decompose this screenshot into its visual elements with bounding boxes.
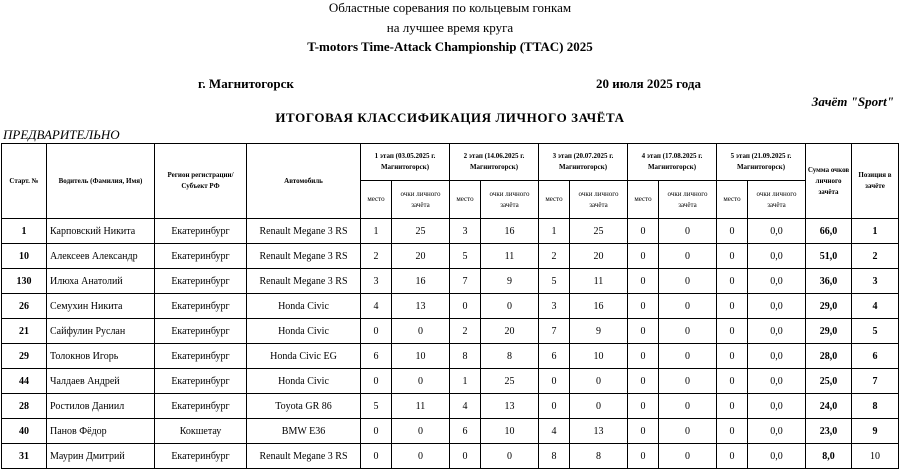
stage-3-place-cell: 0 xyxy=(539,369,570,394)
stage-3-place-cell: 1 xyxy=(539,219,570,244)
stage-4-points-cell: 0 xyxy=(659,444,717,469)
stage-4-place-cell: 0 xyxy=(628,369,659,394)
stage-3-points-cell: 0 xyxy=(570,369,628,394)
stage-5-points-cell: 0,0 xyxy=(748,319,806,344)
col-stage-3-points: очки личного зачёта xyxy=(570,181,628,219)
stage-1-points-cell: 11 xyxy=(392,394,450,419)
stage-4-place-cell: 0 xyxy=(628,419,659,444)
table-row xyxy=(2,294,899,319)
driver-name-cell: Алексеев Александр xyxy=(47,244,155,269)
table-row xyxy=(2,219,899,244)
stage-3-points-cell: 0 xyxy=(570,394,628,419)
stage-4-place-cell: 0 xyxy=(628,444,659,469)
stage-2-points-cell: 25 xyxy=(481,369,539,394)
stage-1-points-cell: 0 xyxy=(392,419,450,444)
sum-cell: 51,0 xyxy=(806,244,852,269)
stage-5-points-cell: 0,0 xyxy=(748,244,806,269)
sum-cell: 66,0 xyxy=(806,219,852,244)
stage-5-place-cell: 0 xyxy=(717,419,748,444)
driver-name-cell: Толокнов Игорь xyxy=(47,344,155,369)
stage-2-place-cell: 8 xyxy=(450,344,481,369)
sum-cell: 25,0 xyxy=(806,369,852,394)
region-cell: Кокшетау xyxy=(155,419,247,444)
sum-cell: 29,0 xyxy=(806,319,852,344)
stage-2-place-cell: 7 xyxy=(450,269,481,294)
stage-4-place-cell: 0 xyxy=(628,319,659,344)
stage-5-points-cell: 0,0 xyxy=(748,419,806,444)
championship-title: T-motors Time-Attack Championship (TTAC) 2025 xyxy=(307,39,593,54)
stage-4-points-cell: 0 xyxy=(659,394,717,419)
start-number-cell: 29 xyxy=(2,344,47,369)
stage-3-place-cell: 7 xyxy=(539,319,570,344)
car-cell: Renault Megane 3 RS xyxy=(247,219,361,244)
date-label: 20 июля 2025 года xyxy=(596,76,701,91)
stage-4-points-cell: 0 xyxy=(659,319,717,344)
start-number-cell: 1 xyxy=(2,219,47,244)
stage-2-points-cell: 9 xyxy=(481,269,539,294)
stage-5-place-cell: 0 xyxy=(717,319,748,344)
col-sum: Сумма очков личного зачёта xyxy=(806,144,852,219)
start-number-cell: 28 xyxy=(2,394,47,419)
stage-5-points-cell: 0,0 xyxy=(748,394,806,419)
stage-3-points-cell: 11 xyxy=(570,269,628,294)
stage-1-points-cell: 16 xyxy=(392,269,450,294)
col-driver: Водитель (Фамилия, Имя) xyxy=(47,144,155,219)
stage-2-place-cell: 2 xyxy=(450,319,481,344)
stage-4-place-cell: 0 xyxy=(628,269,659,294)
stage-5-points-cell: 0,0 xyxy=(748,344,806,369)
stage-4-place-cell: 0 xyxy=(628,219,659,244)
car-cell: BMW E36 xyxy=(247,419,361,444)
stage-5-place-cell: 0 xyxy=(717,344,748,369)
stage-2-place-cell: 0 xyxy=(450,294,481,319)
stage-2-points-cell: 16 xyxy=(481,219,539,244)
position-cell: 2 xyxy=(852,244,899,269)
sum-cell: 29,0 xyxy=(806,294,852,319)
stage-3-place-cell: 4 xyxy=(539,419,570,444)
driver-name-cell: Чалдаев Андрей xyxy=(47,369,155,394)
start-number-cell: 44 xyxy=(2,369,47,394)
stage-3-place-cell: 5 xyxy=(539,269,570,294)
classification-heading: ИТОГОВАЯ КЛАССИФИКАЦИЯ ЛИЧНОГО ЗАЧЁТА xyxy=(275,110,625,125)
stage-1-points-cell: 20 xyxy=(392,244,450,269)
table-row xyxy=(2,419,899,444)
car-cell: Honda Civic EG xyxy=(247,344,361,369)
stage-1-place-cell: 0 xyxy=(361,319,392,344)
driver-name-cell: Панов Фёдор xyxy=(47,419,155,444)
position-cell: 7 xyxy=(852,369,899,394)
col-start-no: Старт. № xyxy=(2,144,47,219)
stage-2-points-cell: 11 xyxy=(481,244,539,269)
sum-cell: 8,0 xyxy=(806,444,852,469)
stage-4-place-cell: 0 xyxy=(628,394,659,419)
stage-3-points-cell: 16 xyxy=(570,294,628,319)
sum-cell: 24,0 xyxy=(806,394,852,419)
start-number-cell: 40 xyxy=(2,419,47,444)
driver-name-cell: Маурин Дмитрий xyxy=(47,444,155,469)
col-stage-3-place: место xyxy=(539,181,570,219)
col-stage-3: 3 этап (20.07.2025 г. Магнитогорск) xyxy=(539,144,628,181)
stage-5-points-cell: 0,0 xyxy=(748,269,806,294)
stage-1-place-cell: 1 xyxy=(361,219,392,244)
stage-5-points-cell: 0,0 xyxy=(748,444,806,469)
stage-2-place-cell: 0 xyxy=(450,444,481,469)
col-car: Автомобиль xyxy=(247,144,361,219)
table-row xyxy=(2,344,899,369)
start-number-cell: 130 xyxy=(2,269,47,294)
city-label: г. Магнитогорск xyxy=(198,76,294,91)
stage-3-place-cell: 6 xyxy=(539,344,570,369)
stage-2-points-cell: 13 xyxy=(481,394,539,419)
stage-3-place-cell: 8 xyxy=(539,444,570,469)
car-cell: Toyota GR 86 xyxy=(247,394,361,419)
stage-1-place-cell: 0 xyxy=(361,444,392,469)
stage-1-place-cell: 3 xyxy=(361,269,392,294)
col-stage-1-place: место xyxy=(361,181,392,219)
results-table xyxy=(1,143,899,469)
start-number-cell: 10 xyxy=(2,244,47,269)
stage-3-points-cell: 8 xyxy=(570,444,628,469)
results-body xyxy=(2,219,899,469)
stage-5-place-cell: 0 xyxy=(717,294,748,319)
preliminary-label: ПРЕДВАРИТЕЛЬНО xyxy=(3,127,120,142)
table-row xyxy=(2,369,899,394)
stage-5-points-cell: 0,0 xyxy=(748,369,806,394)
col-stage-2: 2 этап (14.06.2025 г. Магнитогорск) xyxy=(450,144,539,181)
col-stage-5-points: очки личного зачёта xyxy=(748,181,806,219)
stage-4-points-cell: 0 xyxy=(659,294,717,319)
car-cell: Renault Megane 3 RS xyxy=(247,269,361,294)
stage-1-points-cell: 0 xyxy=(392,319,450,344)
stage-1-place-cell: 0 xyxy=(361,419,392,444)
position-cell: 5 xyxy=(852,319,899,344)
stage-2-points-cell: 10 xyxy=(481,419,539,444)
table-row xyxy=(2,269,899,294)
stage-4-points-cell: 0 xyxy=(659,419,717,444)
stage-1-place-cell: 0 xyxy=(361,369,392,394)
stage-2-points-cell: 20 xyxy=(481,319,539,344)
position-cell: 3 xyxy=(852,269,899,294)
driver-name-cell: Карповский Никита xyxy=(47,219,155,244)
stage-5-place-cell: 0 xyxy=(717,369,748,394)
stage-2-place-cell: 1 xyxy=(450,369,481,394)
region-cell: Екатеринбург xyxy=(155,394,247,419)
stage-1-place-cell: 5 xyxy=(361,394,392,419)
stage-3-points-cell: 13 xyxy=(570,419,628,444)
col-stage-1: 1 этап (03.05.2025 г. Магнитогорск) xyxy=(361,144,450,181)
driver-name-cell: Илюха Анатолий xyxy=(47,269,155,294)
col-region: Регион регистрации/Субъект РФ xyxy=(155,144,247,219)
stage-5-place-cell: 0 xyxy=(717,444,748,469)
sum-cell: 36,0 xyxy=(806,269,852,294)
stage-3-place-cell: 2 xyxy=(539,244,570,269)
driver-name-cell: Ростилов Даниил xyxy=(47,394,155,419)
stage-3-place-cell: 3 xyxy=(539,294,570,319)
col-position: Позиция в зачёте xyxy=(852,144,899,219)
competition-title-line1: Областные соревания по кольцевым гонкам xyxy=(328,0,572,15)
stage-1-points-cell: 0 xyxy=(392,369,450,394)
stage-5-place-cell: 0 xyxy=(717,394,748,419)
col-stage-2-place: место xyxy=(450,181,481,219)
col-stage-5-place: место xyxy=(717,181,748,219)
region-cell: Екатеринбург xyxy=(155,444,247,469)
stage-3-points-cell: 10 xyxy=(570,344,628,369)
col-stage-4-place: место xyxy=(628,181,659,219)
col-stage-4-points: очки личного зачёта xyxy=(659,181,717,219)
region-cell: Екатеринбург xyxy=(155,219,247,244)
car-cell: Renault Megane 3 RS xyxy=(247,444,361,469)
stage-3-points-cell: 9 xyxy=(570,319,628,344)
position-cell: 1 xyxy=(852,219,899,244)
col-stage-5: 5 этап (21.09.2025 г. Магнитогорск) xyxy=(717,144,806,181)
col-stage-2-points: очки личного зачёта xyxy=(481,181,539,219)
class-label: Зачёт "Sport" xyxy=(811,94,894,109)
car-cell: Renault Megane 3 RS xyxy=(247,244,361,269)
stage-1-place-cell: 6 xyxy=(361,344,392,369)
region-cell: Екатеринбург xyxy=(155,294,247,319)
stage-5-points-cell: 0,0 xyxy=(748,294,806,319)
stage-4-points-cell: 0 xyxy=(659,369,717,394)
table-row xyxy=(2,319,899,344)
stage-2-points-cell: 8 xyxy=(481,344,539,369)
stage-1-points-cell: 25 xyxy=(392,219,450,244)
stage-3-place-cell: 0 xyxy=(539,394,570,419)
stage-2-points-cell: 0 xyxy=(481,294,539,319)
stage-5-place-cell: 0 xyxy=(717,269,748,294)
stage-1-points-cell: 13 xyxy=(392,294,450,319)
region-cell: Екатеринбург xyxy=(155,319,247,344)
stage-2-place-cell: 6 xyxy=(450,419,481,444)
table-header-row xyxy=(2,144,899,181)
position-cell: 10 xyxy=(852,444,899,469)
stage-3-points-cell: 20 xyxy=(570,244,628,269)
stage-3-points-cell: 25 xyxy=(570,219,628,244)
region-cell: Екатеринбург xyxy=(155,269,247,294)
stage-1-points-cell: 10 xyxy=(392,344,450,369)
position-cell: 9 xyxy=(852,419,899,444)
col-stage-4: 4 этап (17.08.2025 г. Магнитогорск) xyxy=(628,144,717,181)
position-cell: 4 xyxy=(852,294,899,319)
stage-2-points-cell: 0 xyxy=(481,444,539,469)
region-cell: Екатеринбург xyxy=(155,344,247,369)
stage-4-place-cell: 0 xyxy=(628,244,659,269)
table-row xyxy=(2,394,899,419)
stage-4-points-cell: 0 xyxy=(659,244,717,269)
competition-title-line2: на лучшее время круга xyxy=(386,20,514,35)
region-cell: Екатеринбург xyxy=(155,369,247,394)
stage-5-place-cell: 0 xyxy=(717,244,748,269)
stage-2-place-cell: 3 xyxy=(450,219,481,244)
stage-4-points-cell: 0 xyxy=(659,344,717,369)
stage-5-points-cell: 0,0 xyxy=(748,219,806,244)
table-row xyxy=(2,244,899,269)
position-cell: 6 xyxy=(852,344,899,369)
stage-2-place-cell: 4 xyxy=(450,394,481,419)
stage-1-points-cell: 0 xyxy=(392,444,450,469)
sum-cell: 28,0 xyxy=(806,344,852,369)
car-cell: Honda Civic xyxy=(247,369,361,394)
car-cell: Honda Civic xyxy=(247,294,361,319)
stage-1-place-cell: 4 xyxy=(361,294,392,319)
car-cell: Honda Civic xyxy=(247,319,361,344)
driver-name-cell: Семухин Никита xyxy=(47,294,155,319)
position-cell: 8 xyxy=(852,394,899,419)
stage-4-points-cell: 0 xyxy=(659,219,717,244)
sum-cell: 23,0 xyxy=(806,419,852,444)
driver-name-cell: Сайфулин Руслан xyxy=(47,319,155,344)
stage-1-place-cell: 2 xyxy=(361,244,392,269)
stage-2-place-cell: 5 xyxy=(450,244,481,269)
stage-4-points-cell: 0 xyxy=(659,269,717,294)
start-number-cell: 31 xyxy=(2,444,47,469)
stage-4-place-cell: 0 xyxy=(628,294,659,319)
start-number-cell: 21 xyxy=(2,319,47,344)
stage-4-place-cell: 0 xyxy=(628,344,659,369)
table-row xyxy=(2,444,899,469)
col-stage-1-points: очки личного зачёта xyxy=(392,181,450,219)
start-number-cell: 26 xyxy=(2,294,47,319)
stage-5-place-cell: 0 xyxy=(717,219,748,244)
region-cell: Екатеринбург xyxy=(155,244,247,269)
